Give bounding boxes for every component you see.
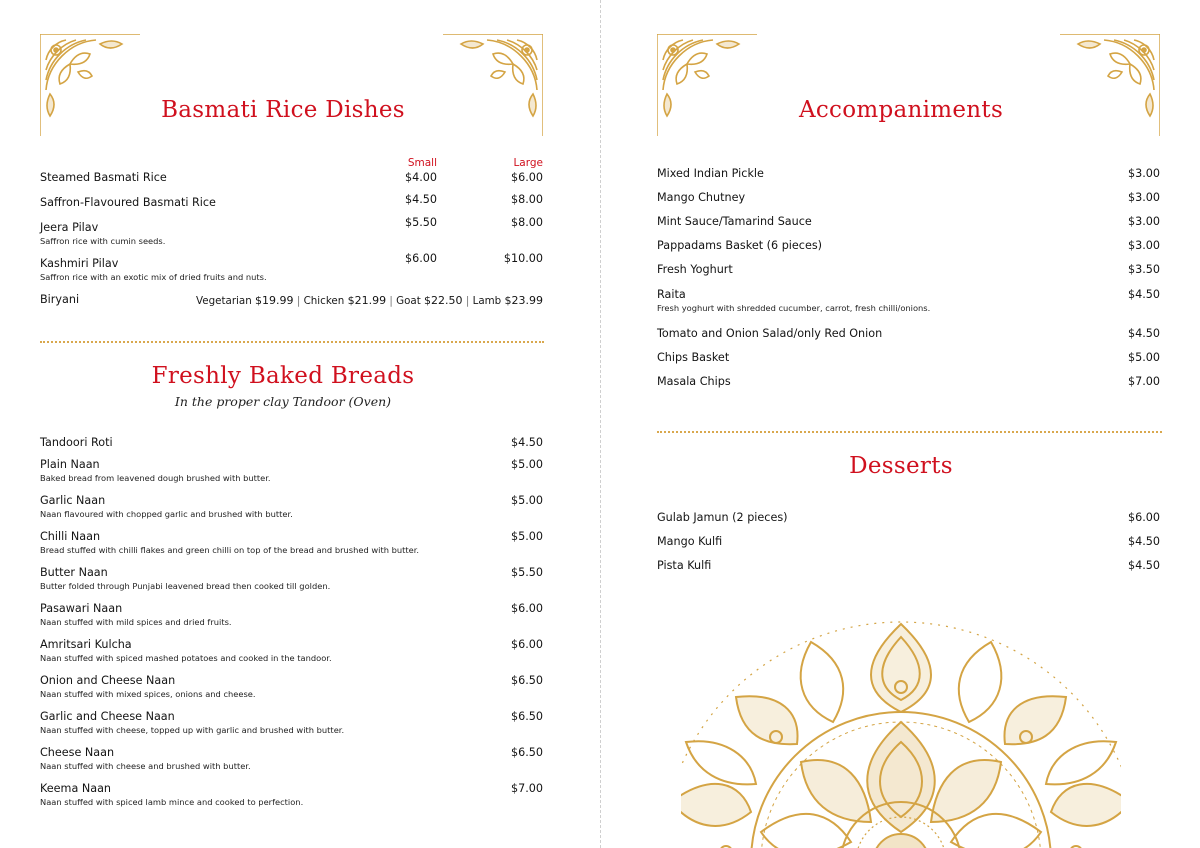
item-price: $3.00	[1127, 215, 1160, 228]
item-price: $6.00	[510, 602, 543, 615]
item-price-large: $8.00	[510, 216, 543, 229]
item-name: Chips Basket	[657, 351, 730, 364]
item-name: Butter Naan	[40, 566, 108, 579]
item-price: $4.50	[1127, 559, 1160, 572]
item-description: Naan stuffed with mixed spices, onions and cheese.	[40, 689, 256, 699]
item-name: Pappadams Basket (6 pieces)	[657, 239, 823, 252]
item-price: $6.50	[510, 710, 543, 723]
item-name: Onion and Cheese Naan	[40, 674, 176, 687]
item-name: Tomato and Onion Salad/only Red Onion	[657, 327, 883, 340]
item-name: Fresh Yoghurt	[657, 263, 733, 276]
item-name: Garlic Naan	[40, 494, 106, 507]
item-name: Amritsari Kulcha	[40, 638, 132, 651]
item-price-large: $6.00	[510, 171, 543, 184]
item-name: Raita	[657, 288, 686, 301]
item-price-small: $6.00	[404, 252, 437, 265]
page-fold-divider	[600, 0, 601, 848]
right-page	[602, 0, 1200, 848]
item-description: Naan stuffed with mild spices and dried fruits.	[40, 617, 232, 627]
biryani-goat-price: $22.50	[424, 294, 463, 307]
item-description: Baked bread from leavened dough brushed with butter.	[40, 473, 271, 483]
item-price: $5.00	[510, 530, 543, 543]
column-header-small: Small	[407, 157, 437, 169]
item-name: Mint Sauce/Tamarind Sauce	[657, 215, 812, 228]
item-name: Chilli Naan	[40, 530, 101, 543]
item-price: $7.00	[1127, 375, 1160, 388]
item-price: $3.00	[1127, 167, 1160, 180]
item-description: Butter folded through Punjabi leavened bread then cooked till golden.	[40, 581, 331, 591]
item-name: Saffron-Flavoured Basmati Rice	[40, 196, 216, 209]
section-title-accompaniments: Accompaniments	[798, 97, 1004, 123]
item-price: $4.50	[1127, 535, 1160, 548]
biryani-lamb-price: $23.99	[504, 294, 543, 307]
section-title-rice: Basmati Rice Dishes	[161, 97, 405, 123]
item-name: Keema Naan	[40, 782, 112, 795]
item-price: $4.50	[1127, 327, 1160, 340]
item-price-small: $5.50	[404, 216, 437, 229]
item-name: Cheese Naan	[40, 746, 115, 759]
section-subtitle-breads: In the proper clay Tandoor (Oven)	[174, 394, 392, 409]
item-price: $6.00	[510, 638, 543, 651]
gold-mandala-ornament	[681, 612, 1121, 848]
item-price: $3.00	[1127, 239, 1160, 252]
item-price: $6.00	[1127, 511, 1160, 524]
item-name: Tandoori Roti	[40, 436, 113, 449]
biryani-chicken-label: Chicken	[303, 295, 345, 307]
item-description: Saffron rice with an exotic mix of dried fruits and nuts.	[40, 272, 267, 282]
item-name: Kashmiri Pilav	[40, 257, 119, 270]
biryani-lamb-label: Lamb	[472, 295, 502, 307]
item-name: Gulab Jamun (2 pieces)	[657, 511, 788, 524]
item-description: Naan stuffed with spiced lamb mince and cooked to perfection.	[40, 797, 304, 807]
item-description: Saffron rice with cumin seeds.	[40, 236, 166, 246]
biryani-veg-price: $19.99	[255, 294, 294, 307]
item-name: Garlic and Cheese Naan	[40, 710, 175, 723]
item-name: Mango Kulfi	[657, 535, 723, 548]
item-description: Fresh yoghurt with shredded cucumber, carrot, fresh chilli/onions.	[657, 303, 931, 313]
item-name: Masala Chips	[657, 375, 731, 388]
item-description: Bread stuffed with chilli flakes and green chilli on top of the bread and brushed with butter.	[40, 545, 420, 555]
biryani-veg-label: Vegetarian	[196, 295, 252, 307]
biryani-prices: Vegetarian $19.99 | Chicken $21.99 | Goat $22.50 | Lamb $23.99	[196, 294, 543, 307]
item-price-small: $4.50	[404, 193, 437, 206]
item-price-large: $10.00	[503, 252, 543, 265]
item-name: Jeera Pilav	[40, 221, 99, 234]
section-title-breads: Freshly Baked Breads	[151, 363, 415, 389]
item-description: Naan stuffed with cheese and brushed with butter.	[40, 761, 251, 771]
item-name: Steamed Basmati Rice	[40, 171, 167, 184]
column-header-large: Large	[513, 157, 543, 169]
item-price: $3.50	[1127, 263, 1160, 276]
item-name: Biryani	[40, 293, 80, 306]
item-name: Pista Kulfi	[657, 559, 712, 572]
item-price: $4.50	[510, 436, 543, 449]
item-price: $5.50	[510, 566, 543, 579]
item-price: $7.00	[510, 782, 543, 795]
item-price: $6.50	[510, 674, 543, 687]
item-price: $5.00	[510, 494, 543, 507]
item-name: Mixed Indian Pickle	[657, 167, 764, 180]
section-divider	[657, 431, 1162, 433]
item-price: $4.50	[1127, 288, 1160, 301]
item-name: Plain Naan	[40, 458, 100, 471]
item-description: Naan stuffed with spiced mashed potatoes and cooked in the tandoor.	[40, 653, 332, 663]
item-price: $5.00	[510, 458, 543, 471]
biryani-chicken-price: $21.99	[347, 294, 387, 307]
item-price: $6.50	[510, 746, 543, 759]
item-description: Naan flavoured with chopped garlic and brushed with butter.	[40, 509, 293, 519]
item-price-large: $8.00	[510, 193, 543, 206]
item-description: Naan stuffed with cheese, topped up with garlic and brushed with butter.	[40, 725, 345, 735]
biryani-goat-label: Goat	[396, 295, 421, 307]
item-price: $3.00	[1127, 191, 1160, 204]
item-price-small: $4.00	[404, 171, 437, 184]
item-name: Pasawari Naan	[40, 602, 123, 615]
item-price: $5.00	[1127, 351, 1160, 364]
item-name: Mango Chutney	[657, 191, 746, 204]
section-title-desserts: Desserts	[849, 453, 953, 479]
section-divider	[40, 341, 544, 343]
